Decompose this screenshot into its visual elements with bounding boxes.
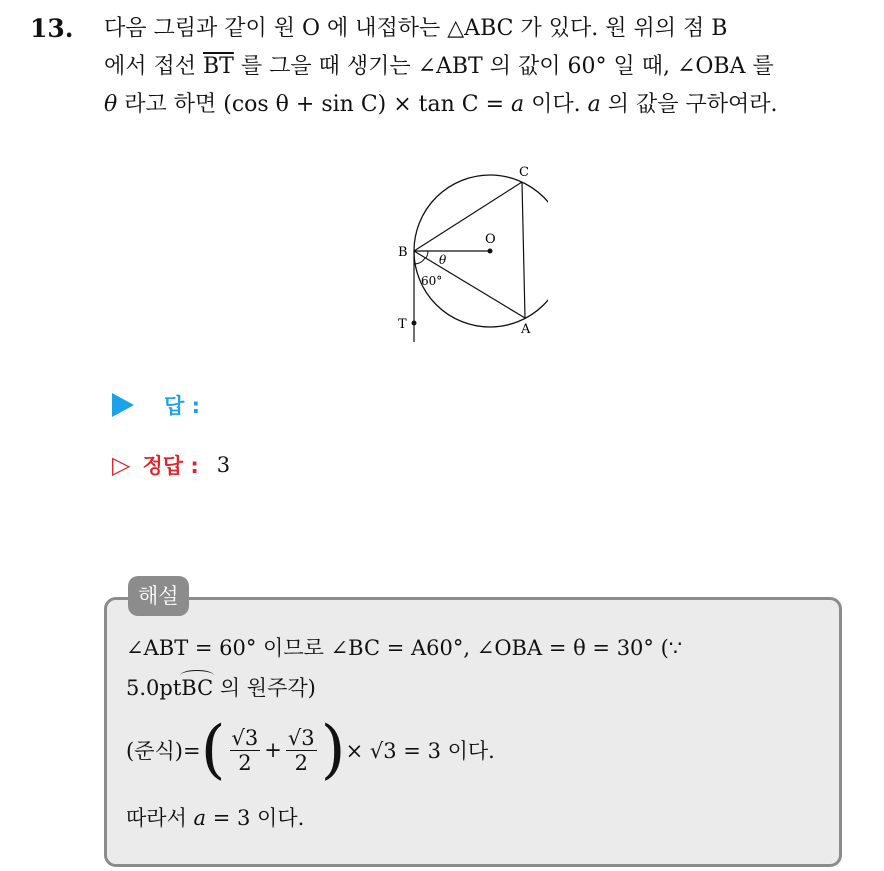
plus-sign: +	[264, 738, 282, 762]
fraction-2	[286, 726, 317, 775]
fraction-2-numerator: √3	[287, 725, 315, 750]
label-a: A	[521, 322, 531, 337]
fraction-1-numerator: √3	[231, 725, 259, 750]
a-symbol-2: a	[587, 92, 601, 117]
solution-a-symbol: a	[193, 806, 207, 830]
correct-answer-label: 정답 :	[142, 454, 199, 478]
fraction-2-denominator: 2	[294, 750, 308, 775]
a-symbol: a	[511, 92, 525, 117]
arc-bc: BC	[181, 676, 214, 700]
question-line-3-mid: 라고 하면 (cos θ + sin C) × tan C =	[117, 92, 512, 117]
solution-line-4-pre: 따라서	[126, 806, 194, 830]
point-o	[488, 249, 493, 254]
label-c: C	[519, 165, 529, 180]
solution-line-2-post: 의 원주각)	[213, 676, 316, 700]
theta-symbol: θ	[104, 92, 118, 117]
solution-line-3-post: × √3 = 3 이다.	[345, 739, 495, 763]
outline-triangle-icon: ▷	[112, 451, 131, 479]
solution-line-1: ∠ABT = 60° 이므로 ∠BC = A60°, ∠OBA = θ = 30° (∵	[126, 636, 683, 660]
solution-line-2-pre: 5.0pt	[126, 676, 182, 700]
angle-theta-arc	[426, 251, 428, 258]
solution-tab: 해설	[128, 576, 189, 616]
question-line-3	[104, 86, 864, 124]
answer-row	[112, 390, 200, 420]
tangent-segment-bt: $\overline{BT}$	[203, 54, 234, 79]
fraction-1-denominator: 2	[238, 750, 252, 775]
question-line-1: 다음 그림과 같이 원 O 에 내접하는 △ABC 가 있다. 원 위의 점 B	[104, 16, 728, 41]
point-t	[412, 321, 417, 326]
right-paren: )	[320, 713, 346, 787]
angle-60-arc	[414, 258, 425, 264]
label-theta: θ	[439, 253, 447, 267]
question-text	[104, 10, 864, 124]
answer-label: 답 :	[164, 394, 200, 418]
left-paren: (	[200, 713, 226, 787]
fraction-1	[230, 726, 261, 775]
solution-line-4-post: = 3 이다.	[206, 806, 305, 830]
question-line-2	[104, 48, 864, 86]
segment-ca	[522, 182, 525, 318]
label-o: O	[485, 232, 496, 247]
label-b: B	[398, 245, 408, 260]
play-triangle-icon	[112, 393, 134, 417]
question-line-2-pre: 에서 접선	[104, 54, 203, 79]
geometry-figure	[388, 160, 548, 342]
question-number: 13.	[30, 14, 74, 43]
question-line-3-end: 의 값을 구하여라.	[600, 92, 778, 117]
correct-answer-row	[112, 450, 230, 480]
correct-answer-value: 3	[216, 453, 231, 477]
label-t: T	[398, 317, 407, 332]
question-line-3-mid2: 이다.	[524, 92, 588, 117]
question-line-2-post: 를 그을 때 생기는 ∠ABT 의 값이 60° 일 때, ∠OBA 를	[233, 54, 774, 79]
solution-line-4	[126, 802, 304, 832]
segment-bc	[414, 182, 522, 251]
solution-line-2	[126, 672, 316, 702]
solution-line-3-pre: (준식)=	[126, 739, 201, 763]
solution-line-3	[126, 713, 495, 787]
label-60-degrees: 60°	[421, 274, 443, 288]
